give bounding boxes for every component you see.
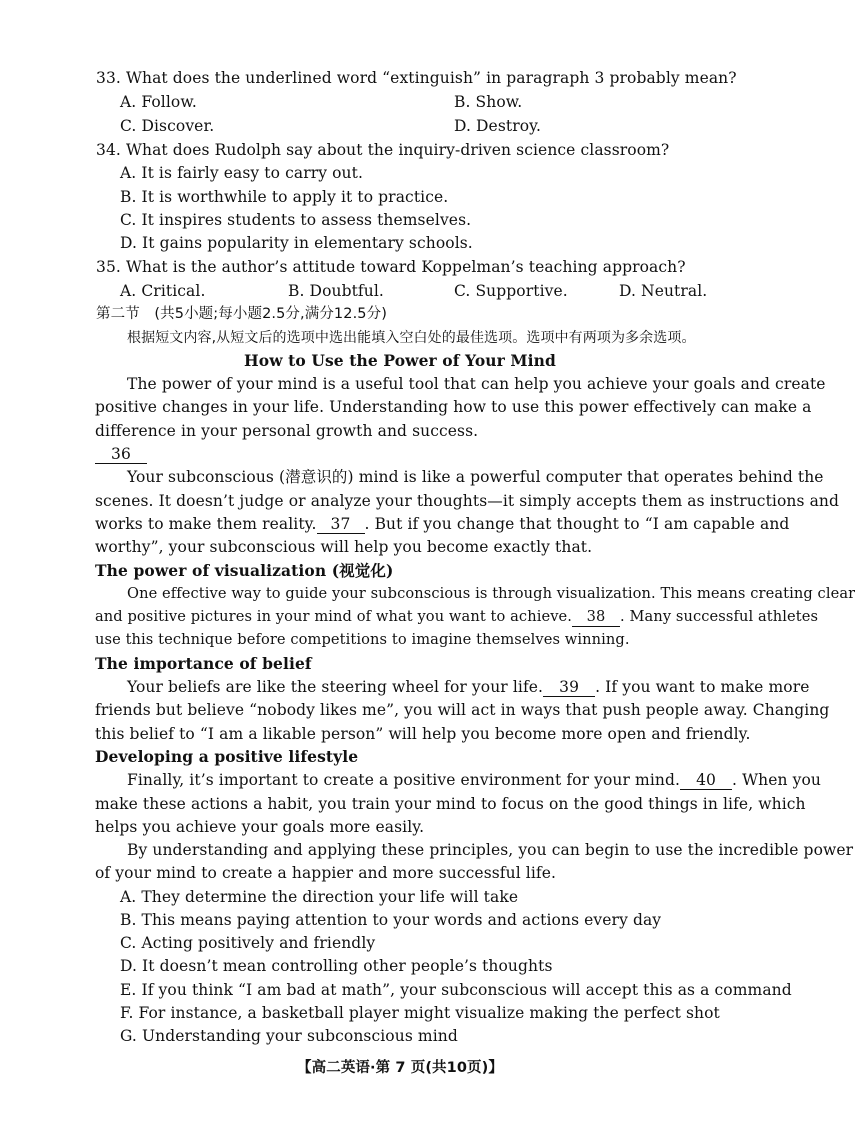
blank-38: 38 <box>572 608 620 627</box>
question-34-stem: 34. What does Rudolph say about the inquiry-driven science classroom? <box>96 141 670 159</box>
subheading-visualization: The power of visualization (视觉化) <box>95 561 394 580</box>
question-35-option-c: C. Supportive. <box>454 282 568 300</box>
page-footer: 【高二英语·第 7 页(共10页)】 <box>297 1060 503 1076</box>
paragraph-1-line-1: The power of your mind is a useful tool that can help you achieve your goals and create <box>127 375 826 393</box>
paragraph-5-line-3: helps you achieve your goals more easily. <box>95 818 425 836</box>
paragraph-6-line-1: By understanding and applying these principles, you can begin to use the incredible power <box>127 841 854 859</box>
option-c: C. Acting positively and friendly <box>120 934 376 952</box>
paragraph-5-line-1-end: . When you <box>732 771 821 789</box>
paragraph-5-line-1-start: Finally, it’s important to create a positive environment for your mind. <box>127 771 681 789</box>
passage-title: How to Use the Power of Your Mind <box>244 351 556 370</box>
blank-36: 36 <box>95 445 147 464</box>
subheading-belief: The importance of belief <box>95 654 312 673</box>
question-35-option-b: B. Doubtful. <box>288 282 384 300</box>
paragraph-3-line-2-end: . Many successful athletes <box>620 608 819 625</box>
paragraph-6-line-2: of your mind to create a happier and more successful life. <box>95 864 557 882</box>
option-a: A. They determine the direction your life will take <box>120 888 519 906</box>
paragraph-2-line-2: scenes. It doesn’t judge or analyze your thoughts—it simply accepts them as instructions and <box>95 492 840 510</box>
paragraph-4-line-1-end: . If you want to make more <box>595 678 810 696</box>
paragraph-4-line-1 <box>127 677 810 697</box>
question-34-option-d: D. It gains popularity in elementary schools. <box>120 234 473 252</box>
paragraph-1-line-2: positive changes in your life. Understanding how to use this power effectively can make a <box>95 398 812 416</box>
paragraph-1-line-3: difference in your personal growth and success. <box>95 422 479 440</box>
paragraph-2-line-4: worthy”, your subconscious will help you become exactly that. <box>95 538 593 556</box>
question-34-option-a: A. It is fairly easy to carry out. <box>120 164 363 182</box>
paragraph-3-line-3: use this technique before competitions to imagine themselves winning. <box>95 631 630 648</box>
blank-40: 40 <box>680 771 732 790</box>
question-34-option-c: C. It inspires students to assess themselves. <box>120 211 472 229</box>
option-d: D. It doesn’t mean controlling other people’s thoughts <box>120 957 553 975</box>
paragraph-3-line-1: One effective way to guide your subconscious is through visualization. This means creating clear <box>127 585 855 602</box>
question-34-option-b: B. It is worthwhile to apply it to practice. <box>120 188 449 206</box>
blank-39: 39 <box>543 678 595 697</box>
option-e: E. If you think “I am bad at math”, your subconscious will accept this as a command <box>120 981 792 999</box>
question-33-option-c: C. Discover. <box>120 117 215 135</box>
paragraph-2-line-3 <box>95 514 790 534</box>
paragraph-3-line-2-start: and positive pictures in your mind of what you want to achieve. <box>95 608 573 625</box>
option-g: G. Understanding your subconscious mind <box>120 1027 458 1045</box>
paragraph-4-line-3: this belief to “I am a likable person” will help you become more open and friendly. <box>95 725 751 743</box>
question-35-stem: 35. What is the author’s attitude toward Koppelman’s teaching approach? <box>96 258 686 276</box>
blank-37: 37 <box>317 515 365 534</box>
option-b: B. This means paying attention to your words and actions every day <box>120 911 662 929</box>
paragraph-3-line-2 <box>95 607 819 627</box>
paragraph-5-line-2: make these actions a habit, you train your mind to focus on the good things in life, which <box>95 795 806 813</box>
paragraph-5-line-1 <box>127 770 821 790</box>
blank-36-line <box>95 444 147 464</box>
question-33-option-d: D. Destroy. <box>454 117 541 135</box>
section-instruction: 根据短文内容,从短文后的选项中选出能填入空白处的最佳选项。选项中有两项为多余选项。 <box>127 330 696 346</box>
paragraph-2-line-3-end: . But if you change that thought to “I am capable and <box>364 515 790 533</box>
paragraph-2-line-1: Your subconscious (潜意识的) mind is like a powerful computer that operates behind the <box>127 468 824 486</box>
question-35-option-a: A. Critical. <box>120 282 206 300</box>
option-f: F. For instance, a basketball player might visualize making the perfect shot <box>120 1004 720 1022</box>
question-33-stem: 33. What does the underlined word “extinguish” in paragraph 3 probably mean? <box>96 69 737 87</box>
paragraph-4-line-1-start: Your beliefs are like the steering wheel for your life. <box>127 678 544 696</box>
question-33-option-a: A. Follow. <box>120 93 197 111</box>
question-33-option-b: B. Show. <box>454 93 523 111</box>
section-heading: 第二节 (共5小题;每小题2.5分,满分12.5分) <box>96 306 387 322</box>
subheading-lifestyle: Developing a positive lifestyle <box>95 747 359 766</box>
question-35-option-d: D. Neutral. <box>619 282 708 300</box>
paragraph-4-line-2: friends but believe “nobody likes me”, you will act in ways that push people away. Changing <box>95 701 830 719</box>
paragraph-2-line-3-start: works to make them reality. <box>95 515 317 533</box>
